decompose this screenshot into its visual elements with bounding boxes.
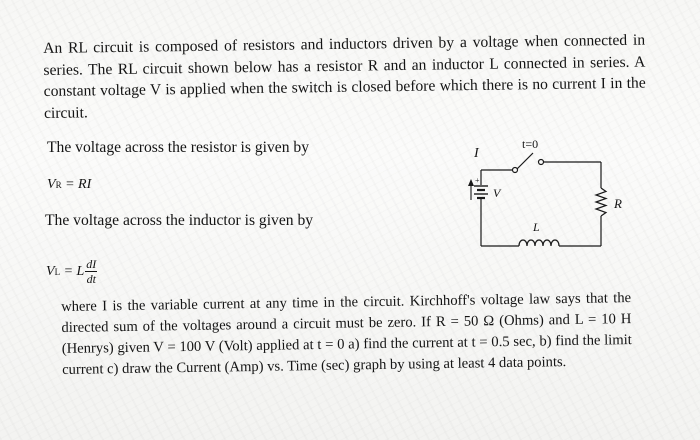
- inductor-coil: [519, 240, 559, 246]
- inductor-voltage-equation: [46, 258, 97, 286]
- resistor-zigzag: [596, 188, 606, 216]
- intro-paragraph: An RL circuit is composed of resistors and inductors driven by a voltage when connected in series. The RL circuit shown below has a resistor R and an inductor L connected in series. A constant voltage V is applied when the switch is closed before which there is no current I in the circuit.: [43, 31, 646, 122]
- inductor-label: L: [533, 220, 540, 234]
- switch-contact-right: [539, 160, 544, 165]
- vl-subscript: L: [54, 267, 61, 278]
- switch-contact-left: [513, 168, 518, 173]
- source-plus-label: +: [475, 176, 480, 185]
- rl-circuit-diagram: [460, 128, 640, 260]
- resistor-label: R: [614, 196, 622, 211]
- fraction-numerator: dI: [86, 257, 97, 271]
- switch-time-label: t=0: [522, 137, 539, 151]
- vl-equals: = L: [63, 264, 85, 280]
- resistor-voltage-label: The voltage across the resistor is given by: [47, 139, 309, 156]
- vl-symbol: V: [46, 264, 55, 280]
- fraction-denominator: dt: [86, 272, 96, 286]
- closing-paragraph: where I is the variable current at any time in the circuit. Kirchhoff's voltage law says that the directed sum of the voltages around a circuit must be zero. If R = 50 Ω (Ohms) and L = 10 H (Henrys) given V = 100 V (Volt) applied at t = 0 a) find the current at t = 0.5 sec, b) find the limit current c) draw the Current (Amp) vs. Time (sec) graph by using at least 4 data points.: [61, 290, 632, 378]
- battery-symbol: [474, 186, 488, 201]
- current-arrow: [468, 179, 474, 200]
- vr-symbol: V: [47, 177, 56, 192]
- resistor-voltage-equation: [47, 177, 91, 193]
- inductor-voltage-label: The voltage across the inductor is given by: [45, 212, 314, 229]
- vr-rhs: = RI: [65, 177, 92, 192]
- derivative-fraction: [85, 258, 97, 286]
- source-voltage-label: V: [493, 186, 501, 200]
- switch-blade: [517, 153, 533, 169]
- vr-subscript: R: [55, 180, 62, 190]
- current-label: I: [474, 146, 479, 161]
